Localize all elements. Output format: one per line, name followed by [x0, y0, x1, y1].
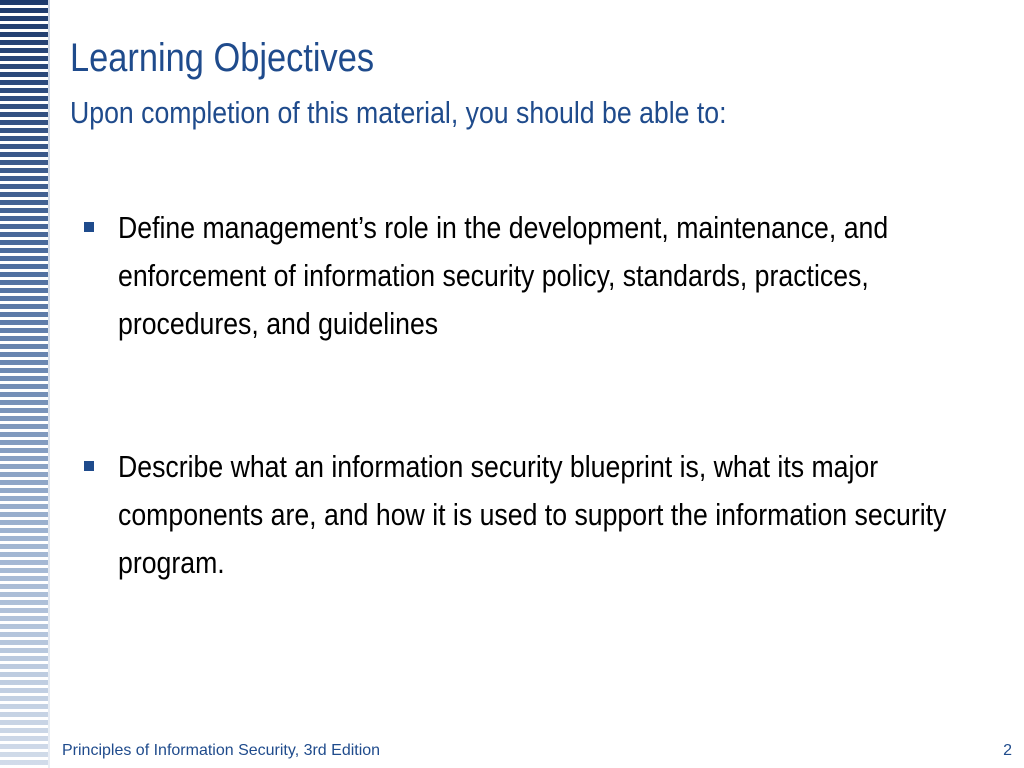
slide-title: Learning Objectives	[70, 36, 375, 80]
square-bullet-icon	[84, 461, 94, 471]
decorative-bar-edge	[48, 0, 50, 768]
objective-text: Define management’s role in the development, maintenance, and enforcement of information security policy, standards, practices, procedures, and guidelines	[118, 210, 889, 341]
decorative-striped-bar	[0, 0, 48, 768]
objective-item	[78, 204, 978, 348]
objective-item	[78, 443, 978, 587]
objectives-list	[78, 204, 978, 587]
square-bullet-icon	[84, 222, 94, 232]
objective-text: Describe what an information security blueprint is, what its major components are, and how it is used to support the information security program.	[118, 449, 947, 580]
footer-page-number: 2	[1003, 742, 1012, 759]
footer-course-title: Principles of Information Security, 3rd Edition	[62, 742, 381, 759]
slide-subtitle: Upon completion of this material, you should be able to:	[70, 95, 727, 130]
